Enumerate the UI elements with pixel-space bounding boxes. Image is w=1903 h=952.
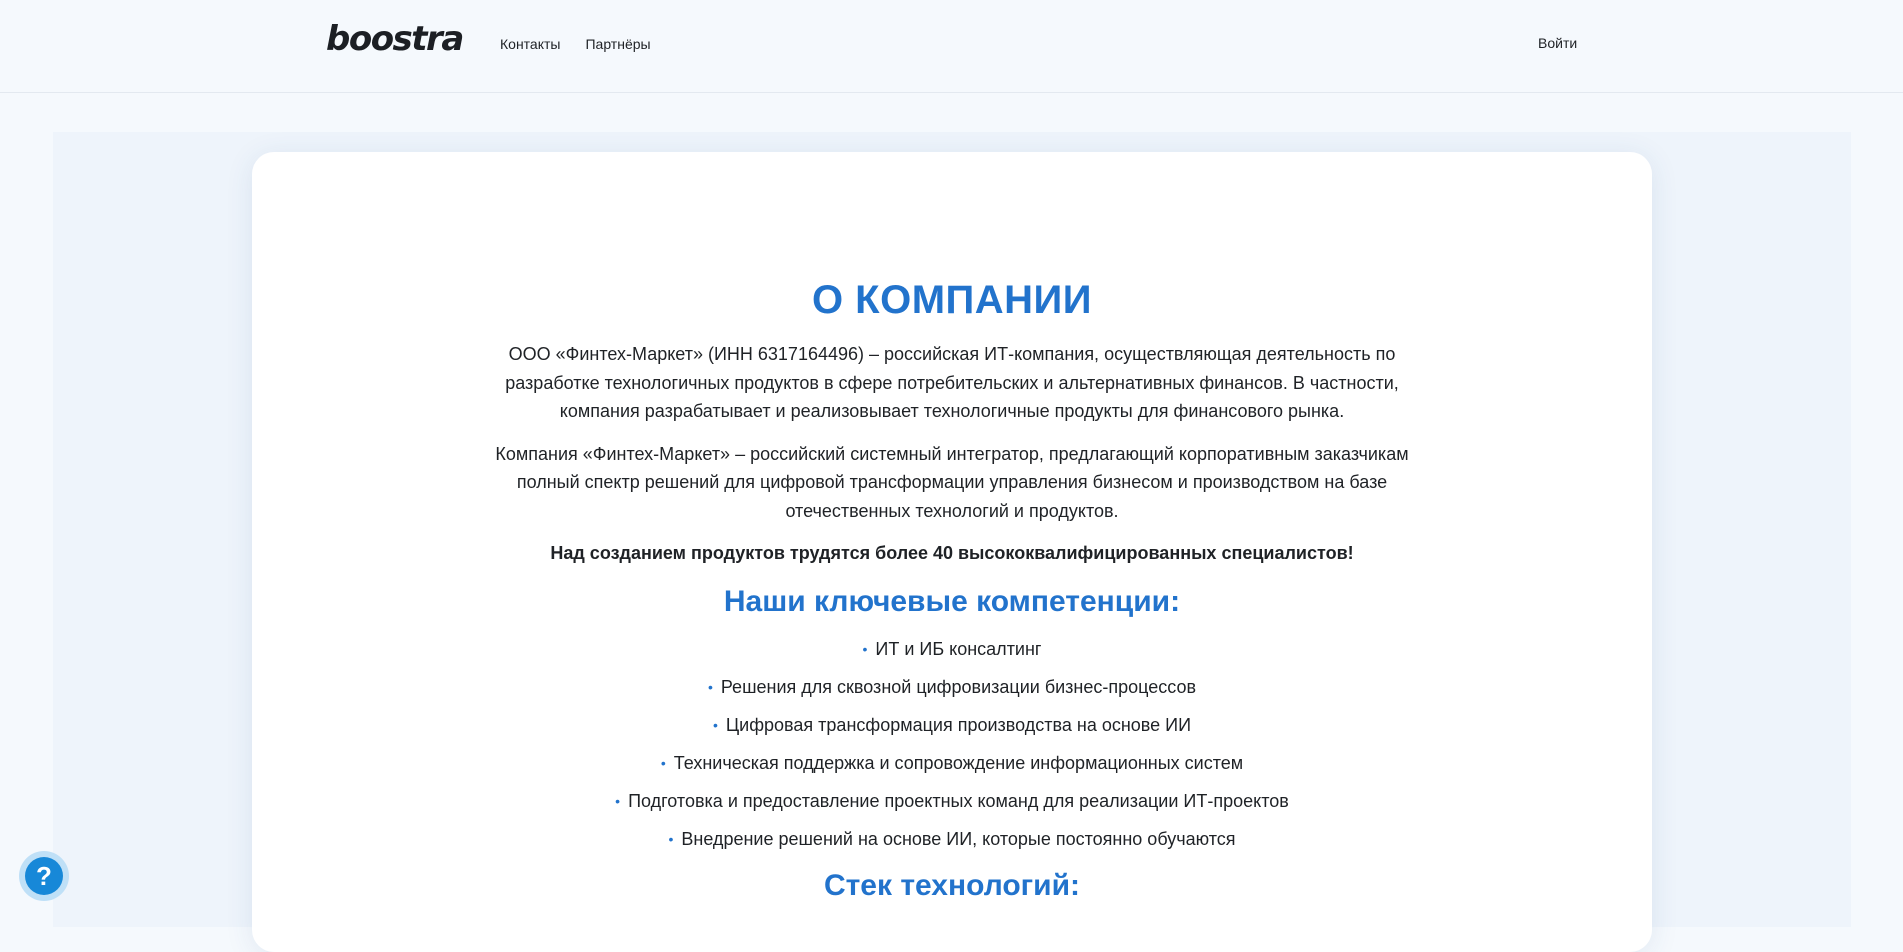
main-nav — [500, 34, 651, 54]
stack-title: Стек технологий: — [823, 868, 1081, 902]
list-item — [252, 630, 1652, 668]
list-item — [252, 782, 1652, 820]
list-item — [252, 668, 1652, 706]
about-paragraph-1: ООО «Финтех-Маркет» (ИНН 6317164496) – российская ИТ-компания, осуществляющая деятельность по разработке технологичных продуктов в сфере потребительских и альтернативных финансов. В частности, компания разрабатывает и реализовывает технологичные продукты для финансового рынка. — [505, 344, 1399, 421]
competency-label: Техническая поддержка и сопровождение информационных систем — [673, 752, 1244, 773]
bullet-dot-icon: • — [862, 640, 868, 657]
competency-label: ИТ и ИБ консалтинг — [875, 638, 1042, 659]
nav-link-contacts[interactable]: Контакты — [500, 36, 561, 52]
bullet-dot-icon: • — [712, 716, 718, 733]
competency-label: Решения для сквозной цифровизации бизнес-процессов — [720, 676, 1197, 697]
bullet-dot-icon: • — [615, 792, 621, 809]
about-content — [252, 272, 1652, 906]
help-chat-icon: ? — [25, 857, 63, 895]
site-header — [0, 0, 1903, 93]
competency-label: Цифровая трансформация производства на основе ИИ — [725, 714, 1192, 735]
competencies-title: Наши ключевые компетенции: — [723, 584, 1181, 618]
bullet-dot-icon: • — [668, 830, 674, 847]
nav-link-partners[interactable]: Партнёры — [585, 36, 651, 52]
about-paragraph-2: Компания «Финтех-Маркет» – российский системный интегратор, предлагающий корпоративным заказчикам полный спектр решений для цифровой трансформации управления бизнесом и производством на базе отечественных технологий и продуктов. — [495, 443, 1409, 521]
bullet-dot-icon: • — [660, 754, 666, 771]
about-highlight: Над созданием продуктов трудятся более 40 высококвалифицированных специалистов! — [550, 543, 1354, 563]
about-card — [252, 152, 1652, 952]
bullet-dot-icon: • — [707, 678, 713, 695]
help-chat-button[interactable] — [19, 851, 69, 901]
competency-label: Подготовка и предоставление проектных команд для реализации ИТ-проектов — [628, 790, 1289, 811]
page-title: О КОМПАНИИ — [811, 278, 1093, 322]
competencies-list — [252, 630, 1652, 858]
login-link[interactable]: Войти — [1538, 35, 1578, 51]
list-item — [252, 820, 1652, 858]
competency-label: Внедрение решений на основе ИИ, которые постоянно обучаются — [681, 828, 1236, 849]
list-item — [252, 744, 1652, 782]
boostra-logo[interactable]: boostra — [326, 19, 463, 59]
list-item — [252, 706, 1652, 744]
